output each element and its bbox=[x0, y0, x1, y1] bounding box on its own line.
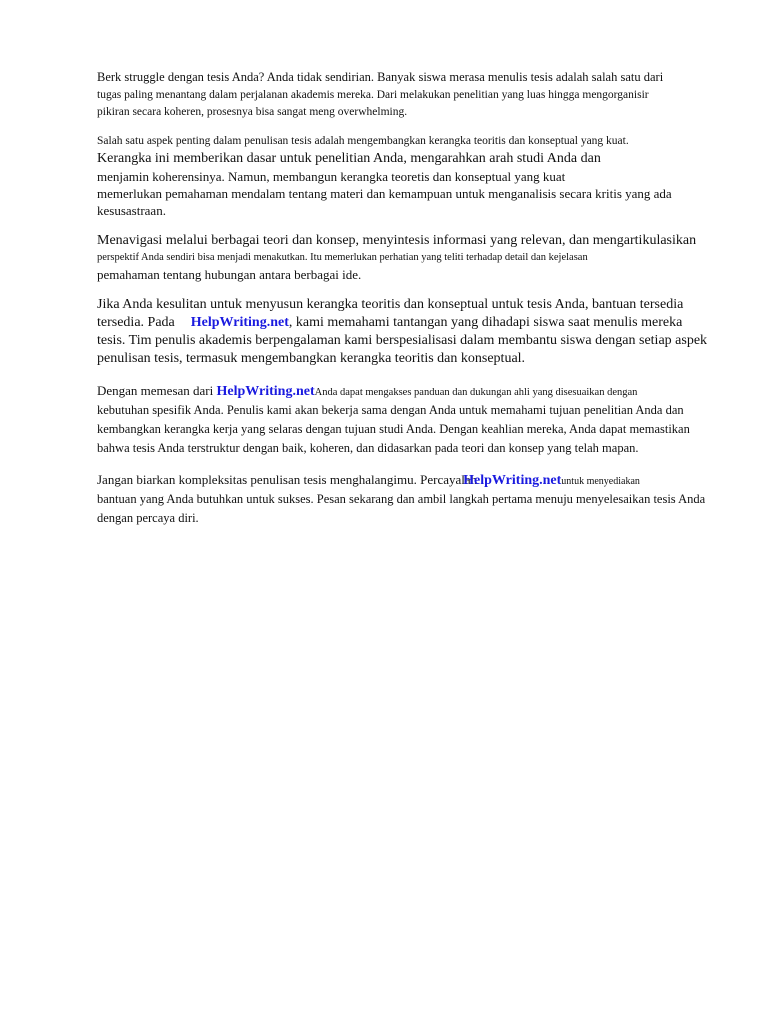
text-line: Salah satu aspek penting dalam penulisan tesis adalah mengembangkan kerangka teoritis dan konseptual yang kuat. bbox=[97, 135, 629, 147]
text-line: Menavigasi melalui berbagai teori dan konsep, menyintesis informasi yang relevan, dan mengartikulasikan bbox=[97, 233, 697, 248]
text-line: pikiran secara koheren, prosesnya bisa sangat meng overwhelming. bbox=[97, 106, 408, 118]
text-line: tesis. Tim penulis akademis berpengalaman kami berspesialisasi dalam membantu siswa dengan setiap aspek bbox=[97, 333, 708, 348]
text-segment: , kami memahami tantangan yang dihadapi siswa saat menulis mereka bbox=[288, 315, 683, 330]
helpwriting-link[interactable]: HelpWriting.net bbox=[463, 473, 562, 488]
paragraph-intro bbox=[97, 68, 767, 121]
text-line bbox=[97, 314, 767, 332]
text-line: Berk struggle dengan tesis Anda? Anda tidak sendirian. Banyak siswa merasa menulis tesis adalah salah satu dari bbox=[97, 70, 664, 84]
text-segment: untuk menyediakan bbox=[561, 476, 640, 487]
text-line: bantuan yang Anda butuhkan untuk sukses. Pesan sekarang dan ambil langkah pertama menuju menyelesaikan tesis Anda bbox=[97, 492, 706, 506]
text-line: perspektif Anda sendiri bisa menjadi menakutkan. Itu memerlukan perhatian yang teliti terhadap detail dan kejelasan bbox=[97, 252, 588, 263]
text-line: kesusastraan. bbox=[97, 203, 166, 218]
helpwriting-link[interactable]: HelpWriting.net bbox=[216, 384, 315, 399]
text-line: pemahaman tentang hubungan antara berbagai ide. bbox=[97, 267, 362, 282]
helpwriting-link[interactable]: HelpWriting.net bbox=[190, 315, 289, 330]
text-line bbox=[97, 382, 767, 401]
text-line bbox=[97, 471, 767, 490]
paragraph-framework bbox=[97, 133, 767, 219]
text-line: Jika Anda kesulitan untuk menyusun kerangka teoritis dan konseptual untuk tesis Anda, bantuan tersedia bbox=[97, 297, 684, 312]
text-line: kembangkan kerangka kerja yang selaras dengan tujuan studi Anda. Dengan keahlian mereka, Anda dapat memastikan bbox=[97, 422, 690, 436]
text-line: kebutuhan spesifik Anda. Penulis kami akan bekerja sama dengan Anda untuk memahami tujuan penelitian Anda dan bbox=[97, 403, 684, 417]
text-line: bahwa tesis Anda terstruktur dengan baik, koheren, dan didasarkan pada teori dan konsep yang telah mapan. bbox=[97, 441, 639, 455]
paragraph-help-offer bbox=[97, 296, 767, 368]
text-segment: tersedia. Pada bbox=[97, 315, 175, 330]
text-line: menjamin koherensinya. Namun, membangun kerangka teoretis dan konseptual yang kuat bbox=[97, 169, 566, 184]
text-line: Kerangka ini memberikan dasar untuk penelitian Anda, mengarahkan arah studi Anda dan bbox=[97, 151, 601, 166]
text-segment: Anda dapat mengakses panduan dan dukungan ahli yang disesuaikan dengan bbox=[314, 387, 638, 398]
paragraph-order bbox=[97, 382, 767, 458]
text-line: tugas paling menantang dalam perjalanan akademis mereka. Dari melakukan penelitian yang luas hingga mengorganisir bbox=[97, 89, 649, 101]
paragraph-navigation bbox=[97, 232, 767, 283]
text-line: dengan percaya diri. bbox=[97, 511, 199, 525]
paragraph-closing bbox=[97, 471, 767, 528]
text-line: memerlukan pemahaman mendalam tentang materi dan kemampuan untuk menganalisis secara kritis yang ada bbox=[97, 186, 672, 201]
document-page bbox=[97, 68, 767, 542]
text-segment: Jangan biarkan kompleksitas penulisan tesis menghalangimu. Percayalah bbox=[97, 472, 478, 487]
text-segment: Dengan memesan dari bbox=[97, 383, 214, 398]
text-line: penulisan tesis, termasuk mengembangkan kerangka teoritis dan konseptual. bbox=[97, 351, 526, 366]
